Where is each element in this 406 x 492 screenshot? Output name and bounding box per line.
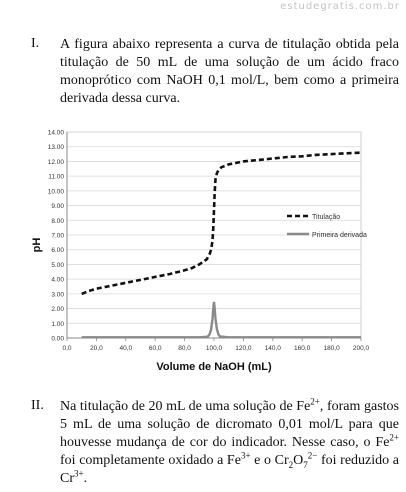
- y-tick-label: 1.00: [51, 320, 64, 328]
- legend-label-titulacao: Titulação: [312, 214, 341, 221]
- y-tick-label: 10.00: [47, 188, 64, 196]
- titration-chart: [0, 118, 406, 393]
- y-tick-label: 11.00: [48, 173, 64, 181]
- y-tick-label: 0.00: [51, 335, 64, 343]
- statement-one-text: A figura abaixo representa a curva de titulação obtida pela titulação de 50 mL de uma solução de um ácido fraco monoprótico com NaOH 0,1 mol/L, bem como a primeira derivada dessa curva.: [60, 37, 399, 106]
- y-tick-label: 2.00: [51, 306, 64, 314]
- superscript: 2+: [310, 396, 320, 407]
- text-part: Na titulação de 20 mL de uma solução de Fe: [60, 399, 311, 414]
- x-tick-label: 140,0: [264, 345, 281, 352]
- subscript: 7: [303, 459, 308, 470]
- y-axis-label: pH: [31, 237, 43, 253]
- titration-chart-svg: [0, 118, 406, 388]
- statement-one-number: I.: [31, 36, 40, 51]
- x-tick-label: 20,0: [90, 345, 103, 352]
- x-tick-labels: [62, 338, 369, 352]
- x-tick-label: 0,0: [62, 345, 72, 352]
- x-tick-label: 120,0: [235, 345, 252, 352]
- subscript: 2: [288, 459, 294, 470]
- text-part: foi completamente oxidado a Fe: [60, 453, 241, 468]
- y-tick-label: 5.00: [51, 261, 64, 269]
- y-tick-label: 8.00: [51, 217, 64, 225]
- watermark: estudegratis.com.br: [280, 1, 400, 12]
- y-tick-label: 6.00: [51, 247, 64, 255]
- y-tick-label: 7.00: [51, 232, 64, 240]
- text-part: O: [293, 453, 304, 468]
- x-tick-label: 80,0: [178, 345, 191, 352]
- statement-two-number: II.: [31, 398, 44, 413]
- y-tick-labels: [48, 130, 65, 343]
- x-tick-label: 60,0: [148, 345, 162, 352]
- text-part: foi reduzido a Cr: [60, 453, 399, 486]
- statement-one: [31, 36, 399, 108]
- text-part: , foram gastos 5 mL de uma solução de dicromato 0,01 mol/L para que houvesse mudança de cor do indicador. Nesse caso, o Fe: [60, 399, 399, 450]
- x-tick-label: 200,0: [352, 345, 370, 352]
- superscript: 3+: [240, 450, 251, 461]
- superscript: 3+: [74, 468, 84, 479]
- statement-two: [31, 398, 399, 488]
- x-axis-label: Volume de NaOH (mL): [156, 361, 272, 373]
- text-part: .: [83, 471, 88, 486]
- y-tick-label: 12.00: [47, 158, 64, 166]
- statement-two-text: [60, 398, 399, 488]
- y-tick-label: 13.00: [47, 144, 64, 152]
- x-tick-label: 40,0: [119, 345, 133, 352]
- x-tick-label: 100,0: [205, 345, 223, 352]
- superscript: 2+: [389, 432, 399, 443]
- x-tick-label: 160,0: [294, 345, 311, 352]
- y-tick-label: 9.00: [51, 203, 64, 211]
- superscript: 2−: [307, 450, 318, 461]
- x-tick-label: 180,0: [323, 345, 340, 352]
- y-tick-label: 3.00: [51, 291, 64, 299]
- legend-label-primeira-derivada: Primeira derivada: [312, 232, 367, 239]
- text-part: e o Cr: [250, 453, 289, 468]
- y-tick-label: 14.00: [47, 129, 64, 137]
- y-tick-label: 4.00: [51, 276, 64, 284]
